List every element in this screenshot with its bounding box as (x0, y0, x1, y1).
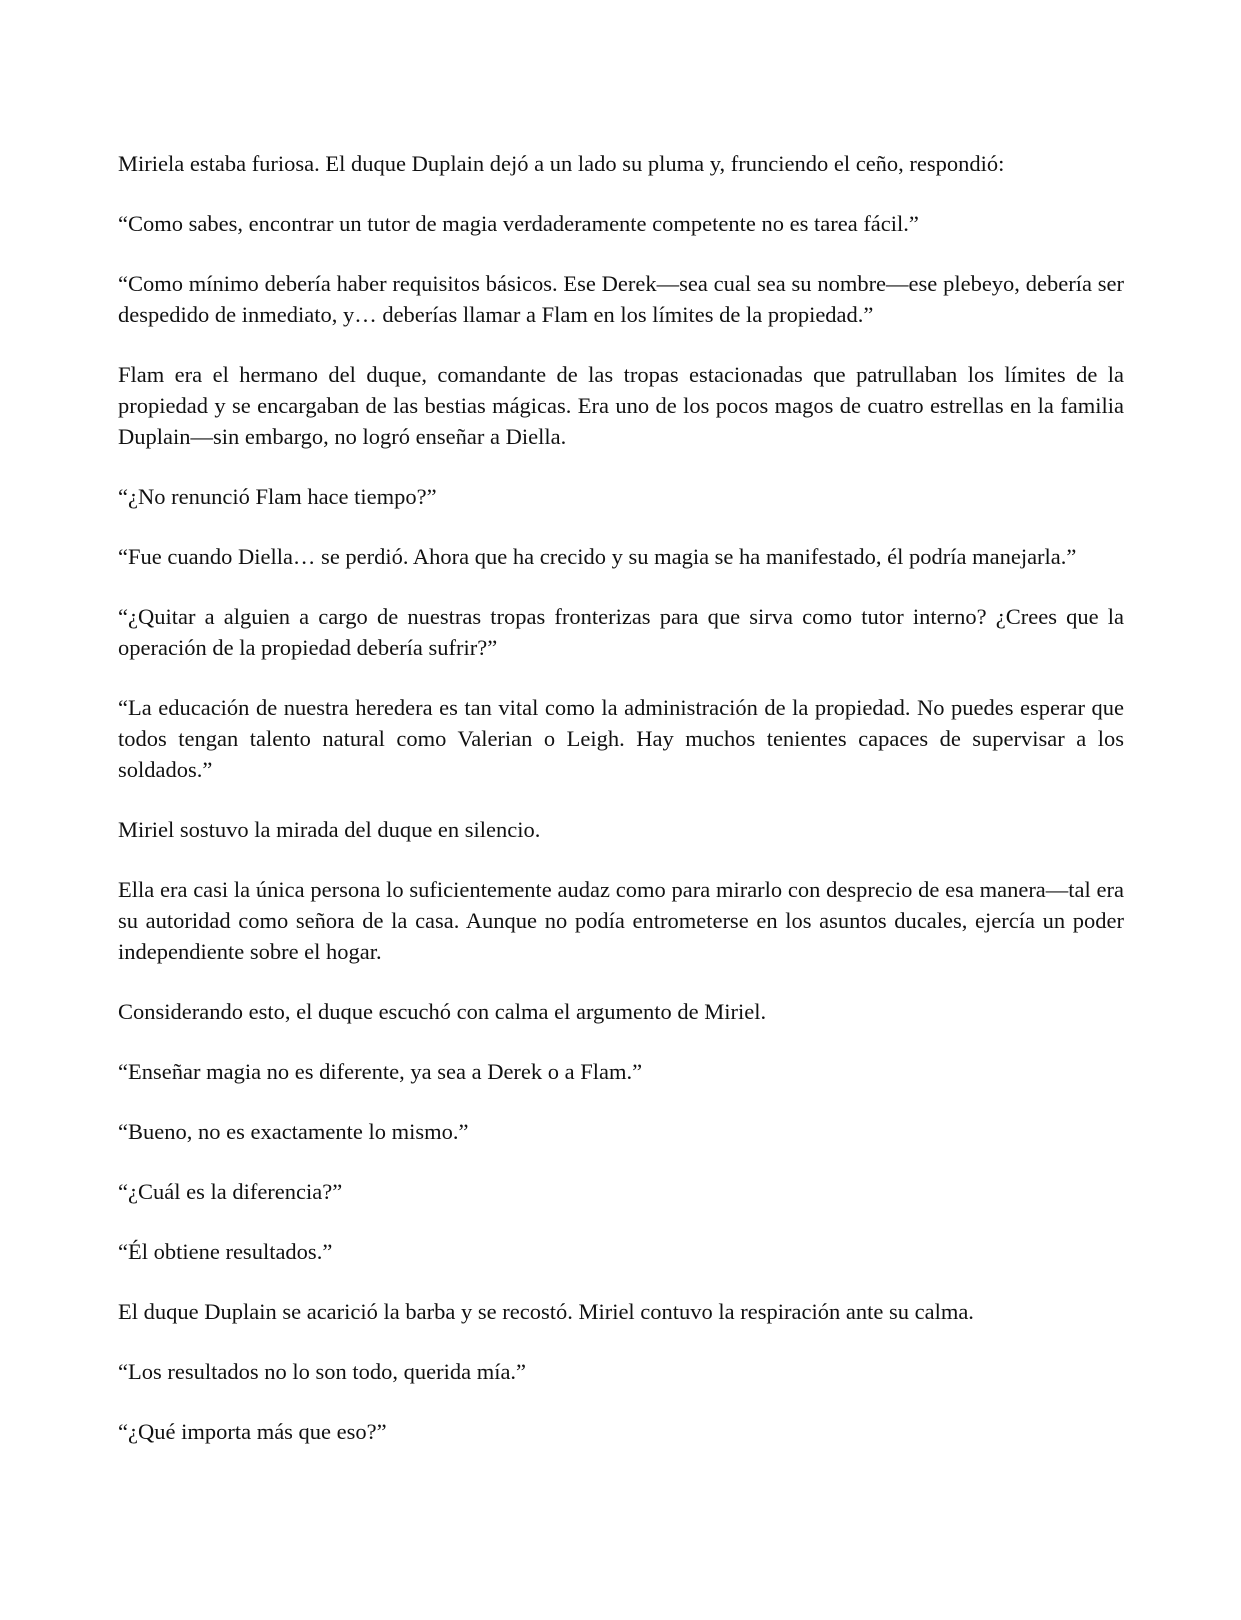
paragraph-7: “¿Quitar a alguien a cargo de nuestras tropas fronterizas para que sirva como tutor interno? ¿Crees que la operación de la propiedad debería sufrir?” (118, 604, 1124, 660)
paragraph-5: “¿No renunció Flam hace tiempo?” (118, 484, 437, 509)
paragraph-2: “Como sabes, encontrar un tutor de magia verdaderamente competente no es tarea fácil.” (118, 211, 919, 236)
paragraph-9: Miriel sostuvo la mirada del duque en silencio. (118, 817, 541, 842)
paragraph-13: “Bueno, no es exactamente lo mismo.” (118, 1119, 469, 1144)
paragraph-16: El duque Duplain se acarició la barba y se recostó. Miriel contuvo la respiración ante su calma. (118, 1299, 974, 1324)
paragraph-12: “Enseñar magia no es diferente, ya sea a Derek o a Flam.” (118, 1059, 643, 1084)
paragraph-8: “La educación de nuestra heredera es tan vital como la administración de la propiedad. No puedes esperar que todos tengan talento natural como Valerian o Leigh. Hay muchos tenientes capaces de supervisar a los soldados.” (118, 695, 1124, 782)
paragraph-1: Miriela estaba furiosa. El duque Duplain dejó a un lado su pluma y, frunciendo el ceño, respondió: (118, 151, 1005, 176)
paragraph-4: Flam era el hermano del duque, comandante de las tropas estacionadas que patrullaban los límites de la propiedad y se encargaban de las bestias mágicas. Era uno de los pocos magos de cuatro estrellas en la familia Duplain—sin embargo, no logró enseñar a Diella. (118, 362, 1124, 449)
paragraph-3: “Como mínimo debería haber requisitos básicos. Ese Derek—sea cual sea su nombre—ese plebeyo, debería ser despedido de inmediato, y… deberías llamar a Flam en los límites de la propiedad.” (118, 271, 1124, 327)
page-body (118, 148, 1124, 1476)
paragraph-11: Considerando esto, el duque escuchó con calma el argumento de Miriel. (118, 999, 767, 1024)
paragraph-6: “Fue cuando Diella… se perdió. Ahora que ha crecido y su magia se ha manifestado, él podría manejarla.” (118, 544, 1077, 569)
paragraph-10: Ella era casi la única persona lo suficientemente audaz como para mirarlo con desprecio de esa manera—tal era su autoridad como señora de la casa. Aunque no podía entrometerse en los asuntos ducales, ejercía un poder independiente sobre el hogar. (118, 877, 1124, 964)
paragraph-14: “¿Cuál es la diferencia?” (118, 1179, 343, 1204)
paragraph-15: “Él obtiene resultados.” (118, 1239, 333, 1264)
paragraph-17: “Los resultados no lo son todo, querida mía.” (118, 1359, 527, 1384)
paragraph-18: “¿Qué importa más que eso?” (118, 1419, 387, 1444)
